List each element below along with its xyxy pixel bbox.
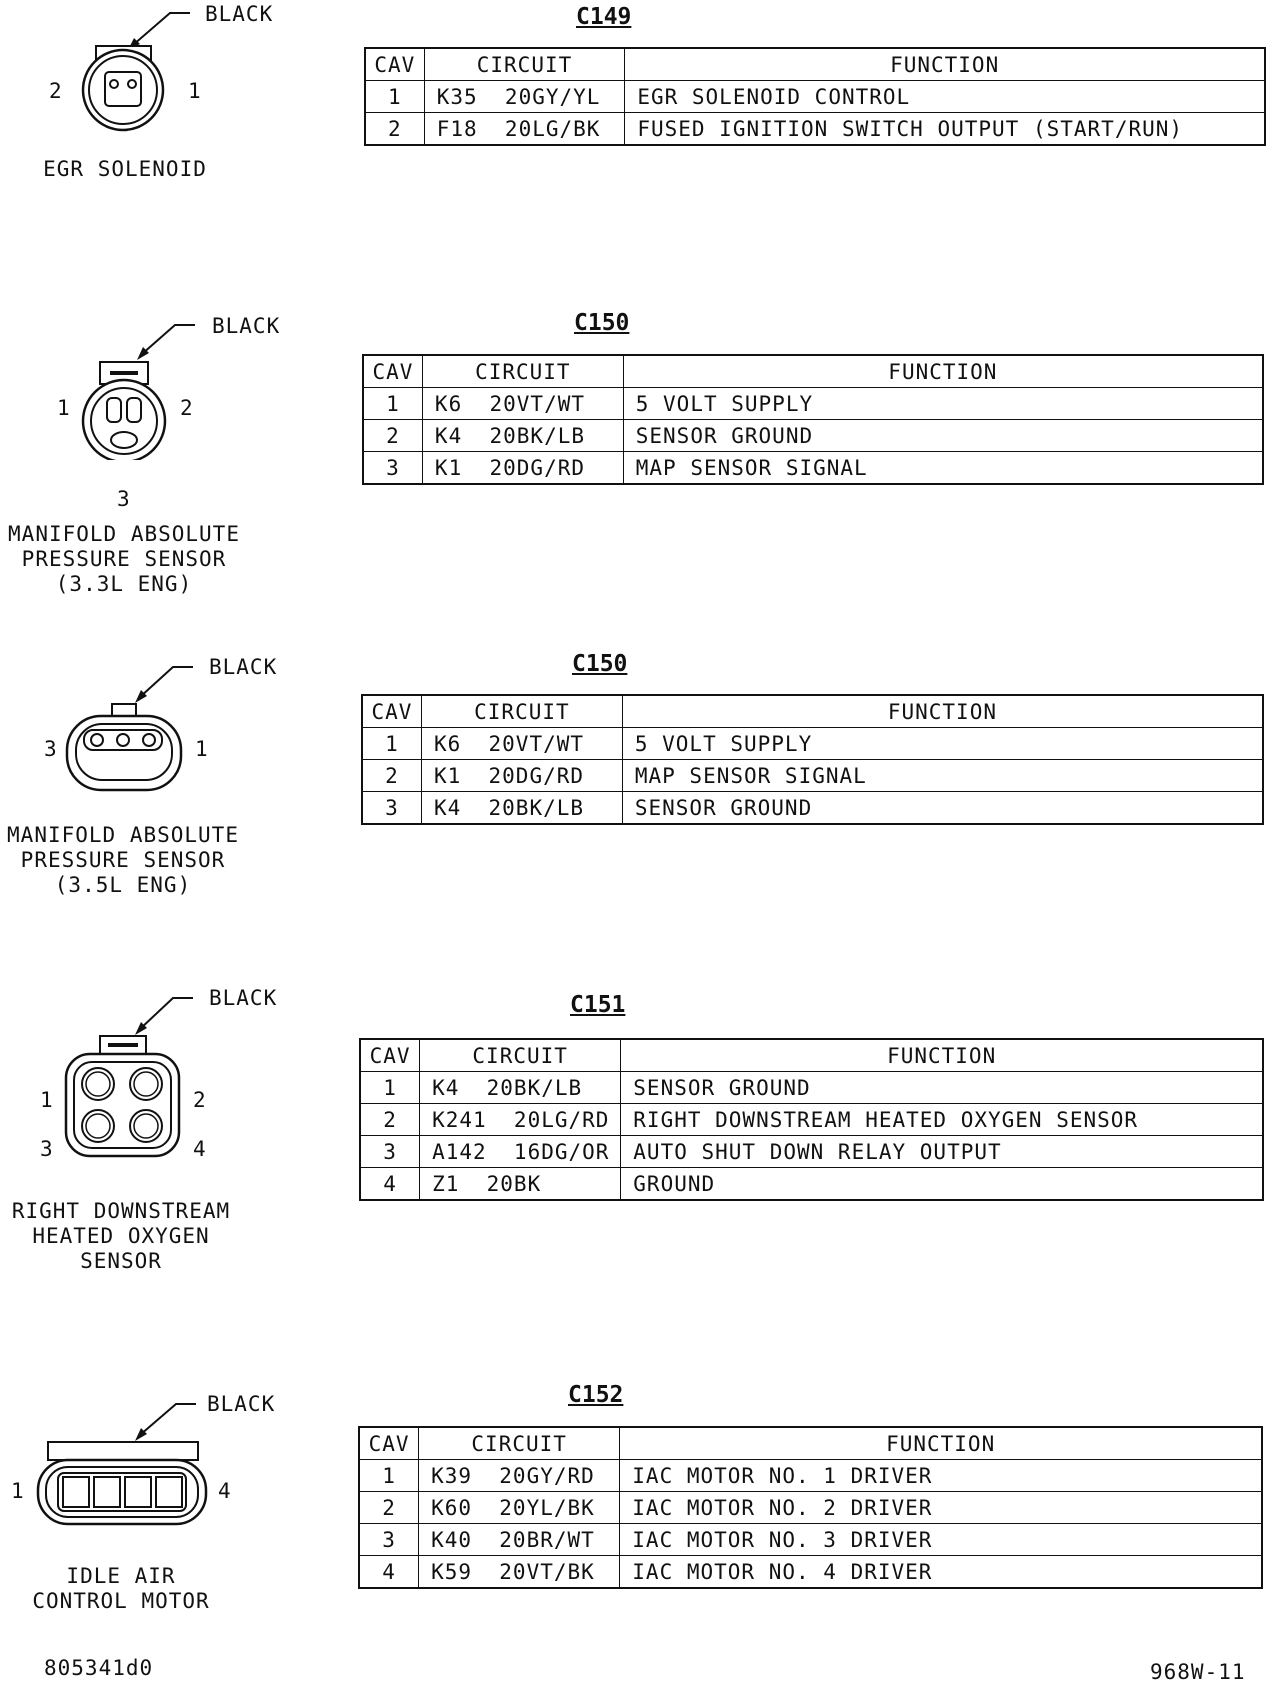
function-cell: IAC MOTOR NO. 3 DRIVER bbox=[620, 1524, 1262, 1556]
pin-number: 3 bbox=[44, 737, 57, 761]
cav-cell: 3 bbox=[362, 792, 421, 825]
idle-air-control-connector-icon bbox=[30, 1380, 220, 1550]
wire-color-label: BLACK bbox=[209, 655, 278, 679]
cav-cell: 1 bbox=[360, 1072, 420, 1104]
table-row bbox=[362, 728, 1263, 760]
pinout-table bbox=[361, 694, 1264, 825]
connector-id: C149 bbox=[576, 4, 632, 30]
function-cell: 5 VOLT SUPPLY bbox=[622, 728, 1263, 760]
connector-id: C150 bbox=[572, 651, 628, 677]
table-row bbox=[365, 81, 1265, 113]
page-reference: 968W-11 bbox=[1150, 1660, 1246, 1684]
component-name: MANIFOLD ABSOLUTE PRESSURE SENSOR (3.5L ENG) bbox=[7, 823, 239, 897]
pin-number: 1 bbox=[40, 1088, 53, 1112]
cav-header: CAV bbox=[362, 695, 421, 728]
circuit-header: CIRCUIT bbox=[421, 695, 622, 728]
pin-number: 1 bbox=[57, 396, 70, 420]
circuit-header: CIRCUIT bbox=[424, 48, 625, 81]
pinout-table bbox=[362, 354, 1264, 485]
circuit-cell: K6 20VT/WT bbox=[421, 728, 622, 760]
connector-id: C152 bbox=[568, 1382, 624, 1408]
function-cell: 5 VOLT SUPPLY bbox=[623, 388, 1263, 420]
pin-number: 4 bbox=[218, 1479, 231, 1503]
function-cell: IAC MOTOR NO. 4 DRIVER bbox=[620, 1556, 1262, 1589]
cav-header: CAV bbox=[359, 1427, 419, 1460]
cav-cell: 3 bbox=[359, 1524, 419, 1556]
cav-cell: 3 bbox=[363, 452, 422, 485]
table-row bbox=[360, 1104, 1263, 1136]
component-name: RIGHT DOWNSTREAM HEATED OXYGEN SENSOR bbox=[11, 1199, 231, 1273]
pinout-table bbox=[359, 1038, 1264, 1201]
cav-cell: 4 bbox=[360, 1168, 420, 1201]
table-row bbox=[359, 1460, 1262, 1492]
cav-cell: 1 bbox=[359, 1460, 419, 1492]
function-cell: MAP SENSOR SIGNAL bbox=[623, 452, 1263, 485]
circuit-cell: F18 20LG/BK bbox=[424, 113, 625, 146]
wire-color-label: BLACK bbox=[205, 2, 274, 26]
connector-id: C150 bbox=[574, 310, 630, 336]
function-cell: IAC MOTOR NO. 1 DRIVER bbox=[620, 1460, 1262, 1492]
cav-header: CAV bbox=[360, 1039, 420, 1072]
function-header: FUNCTION bbox=[620, 1427, 1262, 1460]
pin-number: 2 bbox=[49, 79, 62, 103]
circuit-cell: K59 20VT/BK bbox=[419, 1556, 620, 1589]
cav-cell: 2 bbox=[362, 760, 421, 792]
map-sensor-3-5l-connector-icon bbox=[60, 650, 220, 820]
circuit-cell: A142 16DG/OR bbox=[420, 1136, 621, 1168]
pin-number: 4 bbox=[193, 1137, 206, 1161]
map-sensor-3-3l-connector-icon bbox=[60, 300, 220, 460]
circuit-cell: K4 20BK/LB bbox=[421, 792, 622, 825]
drawing-number: 805341d0 bbox=[44, 1656, 154, 1680]
circuit-cell: K1 20DG/RD bbox=[421, 760, 622, 792]
table-row bbox=[365, 113, 1265, 146]
function-cell: RIGHT DOWNSTREAM HEATED OXYGEN SENSOR bbox=[621, 1104, 1263, 1136]
table-header-row bbox=[365, 48, 1265, 81]
wire-color-label: BLACK bbox=[212, 314, 281, 338]
component-name: MANIFOLD ABSOLUTE PRESSURE SENSOR (3.3L ENG) bbox=[8, 522, 240, 596]
pin-number: 1 bbox=[195, 737, 208, 761]
table-header-row bbox=[360, 1039, 1263, 1072]
table-row bbox=[360, 1072, 1263, 1104]
pinout-table bbox=[358, 1426, 1263, 1589]
circuit-cell: K39 20GY/RD bbox=[419, 1460, 620, 1492]
function-cell: GROUND bbox=[621, 1168, 1263, 1201]
table-header-row bbox=[359, 1427, 1262, 1460]
cav-header: CAV bbox=[363, 355, 422, 388]
table-row bbox=[360, 1168, 1263, 1201]
cav-cell: 2 bbox=[359, 1492, 419, 1524]
table-row bbox=[360, 1136, 1263, 1168]
cav-cell: 4 bbox=[359, 1556, 419, 1589]
pin-number: 3 bbox=[117, 487, 130, 511]
function-cell: IAC MOTOR NO. 2 DRIVER bbox=[620, 1492, 1262, 1524]
pin-number: 1 bbox=[11, 1479, 24, 1503]
component-name: IDLE AIR CONTROL MOTOR bbox=[32, 1564, 210, 1613]
circuit-header: CIRCUIT bbox=[422, 355, 623, 388]
connector-id: C151 bbox=[570, 992, 626, 1018]
function-cell: SENSOR GROUND bbox=[622, 792, 1263, 825]
cav-cell: 3 bbox=[360, 1136, 420, 1168]
circuit-cell: Z1 20BK bbox=[420, 1168, 621, 1201]
table-row bbox=[363, 420, 1263, 452]
component-name: EGR SOLENOID bbox=[43, 157, 207, 181]
table-row bbox=[362, 760, 1263, 792]
function-cell: SENSOR GROUND bbox=[621, 1072, 1263, 1104]
cav-cell: 1 bbox=[363, 388, 422, 420]
table-row bbox=[359, 1492, 1262, 1524]
table-row bbox=[362, 792, 1263, 825]
pin-number: 2 bbox=[193, 1088, 206, 1112]
function-header: FUNCTION bbox=[623, 355, 1263, 388]
function-cell: EGR SOLENOID CONTROL bbox=[625, 81, 1265, 113]
function-header: FUNCTION bbox=[625, 48, 1265, 81]
circuit-cell: K40 20BR/WT bbox=[419, 1524, 620, 1556]
circuit-cell: K241 20LG/RD bbox=[420, 1104, 621, 1136]
cav-cell: 2 bbox=[365, 113, 424, 146]
function-header: FUNCTION bbox=[622, 695, 1263, 728]
pin-number: 2 bbox=[180, 396, 193, 420]
table-row bbox=[359, 1556, 1262, 1589]
wire-color-label: BLACK bbox=[209, 986, 278, 1010]
function-cell: SENSOR GROUND bbox=[623, 420, 1263, 452]
function-cell: MAP SENSOR SIGNAL bbox=[622, 760, 1263, 792]
pinout-table bbox=[364, 47, 1266, 146]
circuit-header: CIRCUIT bbox=[420, 1039, 621, 1072]
circuit-cell: K35 20GY/YL bbox=[424, 81, 625, 113]
circuit-header: CIRCUIT bbox=[419, 1427, 620, 1460]
circuit-cell: K4 20BK/LB bbox=[422, 420, 623, 452]
function-cell: FUSED IGNITION SWITCH OUTPUT (START/RUN) bbox=[625, 113, 1265, 146]
table-row bbox=[363, 452, 1263, 485]
cav-cell: 1 bbox=[365, 81, 424, 113]
circuit-cell: K6 20VT/WT bbox=[422, 388, 623, 420]
function-header: FUNCTION bbox=[621, 1039, 1263, 1072]
table-header-row bbox=[363, 355, 1263, 388]
cav-cell: 1 bbox=[362, 728, 421, 760]
circuit-cell: K4 20BK/LB bbox=[420, 1072, 621, 1104]
circuit-cell: K1 20DG/RD bbox=[422, 452, 623, 485]
pin-number: 1 bbox=[188, 79, 201, 103]
pin-number: 3 bbox=[40, 1137, 53, 1161]
table-row bbox=[363, 388, 1263, 420]
function-cell: AUTO SHUT DOWN RELAY OUTPUT bbox=[621, 1136, 1263, 1168]
table-row bbox=[359, 1524, 1262, 1556]
cav-header: CAV bbox=[365, 48, 424, 81]
cav-cell: 2 bbox=[363, 420, 422, 452]
wire-color-label: BLACK bbox=[207, 1392, 276, 1416]
circuit-cell: K60 20YL/BK bbox=[419, 1492, 620, 1524]
cav-cell: 2 bbox=[360, 1104, 420, 1136]
table-header-row bbox=[362, 695, 1263, 728]
